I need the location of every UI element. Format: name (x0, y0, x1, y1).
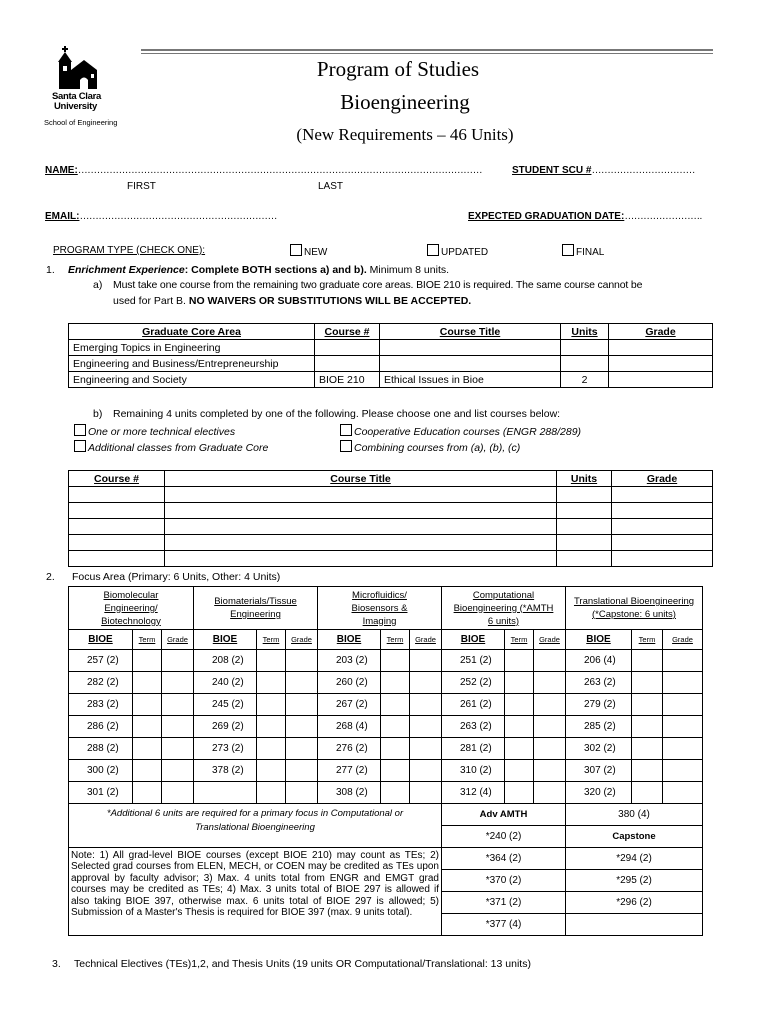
focus-grade-cell[interactable] (162, 694, 194, 716)
program-type-new[interactable] (290, 244, 327, 258)
core-units-cell[interactable]: 2 (561, 372, 609, 388)
focus-course: *295 (2) (566, 870, 703, 892)
section2-title: Focus Area (Primary: 6 Units, Other: 4 Units) (72, 571, 281, 583)
focus-term-cell[interactable] (505, 760, 534, 782)
b-course-cell[interactable] (69, 487, 165, 503)
focus-grade-cell[interactable] (410, 694, 442, 716)
core-course-cell[interactable] (315, 356, 380, 372)
col-term: Term (632, 630, 663, 650)
focus-grade-cell[interactable] (286, 782, 318, 804)
focus-course: 302 (2) (566, 738, 632, 760)
col-bioe: BIOE (318, 630, 381, 650)
focus-term-cell[interactable] (632, 694, 663, 716)
focus-course: 276 (2) (318, 738, 381, 760)
focus-term-cell[interactable] (632, 672, 663, 694)
university-name-line2: University (54, 101, 97, 112)
university-name-line1: Santa Clara (52, 91, 101, 102)
table-row (69, 782, 703, 804)
graduate-core-table (68, 323, 713, 388)
focus-grade-cell[interactable] (286, 650, 318, 672)
email-label: EMAIL: (45, 211, 80, 222)
focus-course: *296 (2) (566, 892, 703, 914)
adv-amth-label: Adv AMTH (442, 804, 566, 826)
new-label: NEW (304, 247, 328, 258)
section1-heading (68, 264, 449, 276)
program-type-updated[interactable] (427, 244, 488, 258)
focus-grade-cell[interactable] (534, 782, 566, 804)
focus-term-cell[interactable] (133, 694, 162, 716)
focus-course: 251 (2) (442, 650, 505, 672)
table-row (69, 716, 703, 738)
focus-course (194, 782, 257, 804)
core-grade-cell[interactable] (609, 372, 713, 388)
col-bioe: BIOE (566, 630, 632, 650)
focus-grade-cell[interactable] (162, 672, 194, 694)
part-a-warning: NO WAIVERS OR SUBSTITUTIONS WILL BE ACCEPTED. (188, 295, 472, 307)
b-title-cell[interactable] (165, 551, 557, 567)
focus-term-cell[interactable] (133, 760, 162, 782)
focus-term-cell[interactable] (505, 694, 534, 716)
focus-area-biomolecular: Biomolecular Engineering/ Biotechnology (69, 587, 194, 630)
focus-term-cell[interactable] (257, 650, 286, 672)
focus-grade-cell[interactable] (534, 672, 566, 694)
focus-grade-cell[interactable] (286, 760, 318, 782)
core-course-cell[interactable]: BIOE 210 (315, 372, 380, 388)
focus-course: 263 (2) (442, 716, 505, 738)
option1-label: One or more technical electives (88, 426, 236, 438)
col-bioe: BIOE (69, 630, 133, 650)
focus-course: 281 (2) (442, 738, 505, 760)
b-grade-cell[interactable] (612, 487, 713, 503)
focus-course: 252 (2) (442, 672, 505, 694)
focus-grade-cell[interactable] (534, 738, 566, 760)
focus-area-microfluidics: Microfluidics/ Biosensors & Imaging (318, 587, 442, 630)
focus-grade-cell[interactable] (162, 782, 194, 804)
student-id-label: STUDENT SCU # (512, 165, 592, 176)
core-header-title: Course Title (380, 324, 561, 340)
part-b-text: Remaining 4 units completed by one of the following. Please choose one and list courses below: (113, 408, 561, 420)
school-name: School of Engineering (44, 118, 118, 127)
focus-grade-cell[interactable] (663, 650, 703, 672)
focus-term-cell[interactable] (381, 738, 410, 760)
b-grade-cell[interactable] (612, 551, 713, 567)
col-term: Term (257, 630, 286, 650)
focus-course: 283 (2) (69, 694, 133, 716)
table-row (69, 372, 713, 388)
checkbox-option1[interactable] (74, 424, 86, 436)
first-name-caption: FIRST (127, 181, 156, 192)
b-grade-cell[interactable] (612, 535, 713, 551)
focus-term-cell[interactable] (632, 738, 663, 760)
student-id-row (512, 165, 695, 176)
table-row (69, 738, 703, 760)
updated-label: UPDATED (441, 247, 489, 258)
focus-term-cell[interactable] (257, 738, 286, 760)
focus-term-cell[interactable] (505, 738, 534, 760)
focus-course: 240 (2) (194, 672, 257, 694)
focus-term-cell[interactable] (257, 672, 286, 694)
focus-course: 267 (2) (318, 694, 381, 716)
core-header-grade: Grade (609, 324, 713, 340)
focus-course: *371 (2) (442, 892, 566, 914)
col-term: Term (133, 630, 162, 650)
focus-grade-cell[interactable] (663, 738, 703, 760)
focus-grade-cell[interactable] (162, 760, 194, 782)
part-b-label: b) (93, 408, 103, 420)
focus-grade-cell[interactable] (410, 760, 442, 782)
requirements-heading: (New Requirements – 46 Units) (296, 125, 514, 144)
b-header-course: Course # (69, 471, 165, 487)
part-a-label: a) (93, 279, 103, 291)
table-row (69, 535, 713, 551)
col-bioe: BIOE (442, 630, 505, 650)
capstone-label: Capstone (566, 826, 703, 848)
focus-term-cell[interactable] (381, 694, 410, 716)
additional-units-note: *Additional 6 units are required for a primary focus in Computational or Translational Bioengineering (69, 804, 442, 848)
focus-term-cell[interactable] (133, 716, 162, 738)
focus-grade-cell[interactable] (410, 650, 442, 672)
section1-title: Enrichment Experience (68, 264, 185, 276)
focus-grade-cell[interactable] (663, 694, 703, 716)
focus-course: 282 (2) (69, 672, 133, 694)
b-title-cell[interactable] (165, 535, 557, 551)
focus-course: 286 (2) (69, 716, 133, 738)
focus-grade-cell[interactable] (534, 760, 566, 782)
focus-course: *377 (4) (442, 914, 566, 936)
option-coop-education[interactable] (340, 424, 581, 438)
table-row (69, 672, 703, 694)
option-additional-core[interactable] (74, 440, 268, 454)
table-row (69, 519, 713, 535)
core-units-cell[interactable] (561, 356, 609, 372)
core-header-units: Units (561, 324, 609, 340)
focus-term-cell[interactable] (381, 650, 410, 672)
part-a-text2 (113, 295, 471, 307)
section2-number: 2. (46, 571, 55, 583)
program-type-final[interactable] (562, 244, 604, 258)
col-term: Term (505, 630, 534, 650)
focus-course: *294 (2) (566, 848, 703, 870)
b-header-title: Course Title (165, 471, 557, 487)
focus-grade-cell[interactable] (286, 694, 318, 716)
focus-grade-cell[interactable] (162, 716, 194, 738)
focus-term-cell[interactable] (257, 694, 286, 716)
checkbox-final[interactable] (562, 244, 574, 256)
checkbox-option3[interactable] (74, 440, 86, 452)
focus-course: 310 (2) (442, 760, 505, 782)
page-title: Program of Studies (316, 57, 480, 81)
focus-course: 245 (2) (194, 694, 257, 716)
col-grade: Grade (162, 630, 194, 650)
part-b-course-table (68, 470, 713, 567)
focus-course: 268 (4) (318, 716, 381, 738)
focus-term-cell[interactable] (505, 650, 534, 672)
checkbox-updated[interactable] (427, 244, 439, 256)
te-notes: Note: 1) All grad-level BIOE courses (except BIOE 210) may count as TEs; 2) Selected grad courses from ELEN, MECH, or COEN may be credited as TEs upon approval by faculty advisor; 3) Max. 4 units total from ENGR and EMGT grad courses may be credited as TEs; 4) Max. 3 units total of BIOE 297 is allowed if also taking BIOE 397, otherwise max. 6 units total of BIOE 297 is allowed; 5) Submission of a Master's Thesis is required for BIOE 397 (max. 9 units total). (69, 848, 442, 936)
b-header-grade: Grade (612, 471, 713, 487)
b-header-units: Units (557, 471, 612, 487)
focus-term-cell[interactable] (381, 672, 410, 694)
core-grade-cell[interactable] (609, 356, 713, 372)
focus-course (566, 914, 703, 936)
table-row (69, 340, 713, 356)
name-row (45, 165, 482, 176)
focus-course: *370 (2) (442, 870, 566, 892)
option-combining[interactable] (340, 440, 520, 454)
section1-number: 1. (46, 264, 55, 276)
focus-area-biomaterials: Biomaterials/Tissue Engineering (194, 587, 318, 630)
focus-course: 257 (2) (69, 650, 133, 672)
final-label: FINAL (576, 247, 605, 258)
focus-course: 269 (2) (194, 716, 257, 738)
email-row (45, 211, 277, 222)
focus-term-cell[interactable] (381, 716, 410, 738)
focus-grade-cell[interactable] (162, 650, 194, 672)
focus-grade-cell[interactable] (534, 716, 566, 738)
section3-number: 3. (52, 958, 61, 970)
core-header-area: Graduate Core Area (69, 324, 315, 340)
focus-term-cell[interactable] (133, 672, 162, 694)
focus-course: 273 (2) (194, 738, 257, 760)
section3-title: Technical Electives (TEs)1,2, and Thesis Units (19 units OR Computational/Translational: 13 units) (74, 958, 531, 970)
focus-term-cell[interactable] (381, 760, 410, 782)
focus-course: 380 (4) (566, 804, 703, 826)
focus-course: 307 (2) (566, 760, 632, 782)
table-row (69, 650, 703, 672)
focus-course: 320 (2) (566, 782, 632, 804)
b-title-cell[interactable] (165, 519, 557, 535)
grad-date-label: EXPECTED GRADUATION DATE: (468, 211, 625, 222)
option3-label: Additional classes from Graduate Core (88, 442, 269, 454)
focus-area-table (68, 586, 703, 936)
focus-term-cell[interactable] (632, 650, 663, 672)
focus-grade-cell[interactable] (534, 694, 566, 716)
focus-grade-cell[interactable] (286, 738, 318, 760)
focus-term-cell[interactable] (133, 650, 162, 672)
core-area: Engineering and Society (69, 372, 315, 388)
focus-term-cell[interactable] (257, 716, 286, 738)
core-title-cell[interactable] (380, 340, 561, 356)
b-grade-cell[interactable] (612, 503, 713, 519)
table-row (69, 694, 703, 716)
header-rule-bottom (141, 53, 713, 54)
focus-course: 208 (2) (194, 650, 257, 672)
last-name-caption: LAST (318, 181, 344, 192)
email-field[interactable]: ……………………………………………………… (79, 211, 277, 222)
option-technical-electives[interactable] (74, 424, 235, 438)
table-row (69, 760, 703, 782)
focus-course: 206 (4) (566, 650, 632, 672)
focus-term-cell[interactable] (505, 782, 534, 804)
b-units-cell[interactable] (557, 503, 612, 519)
focus-grade-cell[interactable] (410, 716, 442, 738)
core-title-cell[interactable] (380, 356, 561, 372)
col-grade: Grade (410, 630, 442, 650)
b-course-cell[interactable] (69, 503, 165, 519)
header-rule-top (141, 49, 713, 51)
focus-grade-cell[interactable] (410, 672, 442, 694)
focus-course: *364 (2) (442, 848, 566, 870)
focus-area-computational: Computational Bioengineering (*AMTH 6 units) (442, 587, 566, 630)
focus-course: 203 (2) (318, 650, 381, 672)
part-a-text2-plain: used for Part B. (113, 295, 189, 307)
focus-course: 288 (2) (69, 738, 133, 760)
focus-course: 261 (2) (442, 694, 505, 716)
focus-course: 300 (2) (69, 760, 133, 782)
focus-term-cell[interactable] (632, 760, 663, 782)
focus-area-translational: Translational Bioengineering (*Capstone: 6 units) (566, 587, 703, 630)
focus-grade-cell[interactable] (410, 738, 442, 760)
grad-date-row (468, 211, 702, 222)
page-subtitle: Bioengineering (340, 90, 470, 114)
core-header-course: Course # (315, 324, 380, 340)
focus-grade-cell[interactable] (663, 716, 703, 738)
focus-term-cell[interactable] (133, 738, 162, 760)
focus-term-cell[interactable] (381, 782, 410, 804)
core-area: Emerging Topics in Engineering (69, 340, 315, 356)
focus-grade-cell[interactable] (663, 782, 703, 804)
checkbox-option4[interactable] (340, 440, 352, 452)
core-title-cell[interactable]: Ethical Issues in Bioe (380, 372, 561, 388)
col-bioe: BIOE (194, 630, 257, 650)
focus-term-cell[interactable] (505, 716, 534, 738)
b-units-cell[interactable] (557, 519, 612, 535)
focus-course: 301 (2) (69, 782, 133, 804)
student-id-field[interactable]: …………………………… (591, 165, 695, 176)
option4-label: Combining courses from (a), (b), (c) (354, 442, 521, 454)
focus-course: 285 (2) (566, 716, 632, 738)
col-grade: Grade (663, 630, 703, 650)
option2-label: Cooperative Education courses (ENGR 288/289) (354, 426, 582, 438)
focus-term-cell[interactable] (632, 716, 663, 738)
focus-grade-cell[interactable] (663, 672, 703, 694)
part-a-text1: Must take one course from the remaining two graduate core areas. BIOE 210 is required. The same course cannot be (113, 279, 643, 291)
col-grade: Grade (286, 630, 318, 650)
core-area: Engineering and Business/Entrepreneurship (69, 356, 315, 372)
core-grade-cell[interactable] (609, 340, 713, 356)
table-row (69, 503, 713, 519)
b-course-cell[interactable] (69, 551, 165, 567)
core-units-cell[interactable] (561, 340, 609, 356)
b-units-cell[interactable] (557, 535, 612, 551)
checkbox-new[interactable] (290, 244, 302, 256)
b-units-cell[interactable] (557, 551, 612, 567)
focus-term-cell[interactable] (632, 782, 663, 804)
focus-grade-cell[interactable] (286, 672, 318, 694)
focus-course: 378 (2) (194, 760, 257, 782)
section1-min: Minimum 8 units. (366, 264, 450, 276)
b-title-cell[interactable] (165, 487, 557, 503)
table-row (69, 356, 713, 372)
focus-grade-cell[interactable] (162, 738, 194, 760)
grad-date-field[interactable]: ……………………. (624, 211, 702, 222)
b-title-cell[interactable] (165, 503, 557, 519)
focus-grade-cell[interactable] (663, 760, 703, 782)
checkbox-option2[interactable] (340, 424, 352, 436)
focus-grade-cell[interactable] (410, 782, 442, 804)
name-field[interactable]: ………………………………………………………………………………………………………………… (77, 165, 482, 176)
b-course-cell[interactable] (69, 519, 165, 535)
focus-course: 277 (2) (318, 760, 381, 782)
focus-grade-cell[interactable] (534, 650, 566, 672)
focus-term-cell[interactable] (257, 782, 286, 804)
b-grade-cell[interactable] (612, 519, 713, 535)
focus-term-cell[interactable] (257, 760, 286, 782)
program-type-label: PROGRAM TYPE (CHECK ONE): (53, 245, 206, 256)
focus-course: 263 (2) (566, 672, 632, 694)
focus-term-cell[interactable] (505, 672, 534, 694)
focus-course: 312 (4) (442, 782, 505, 804)
table-row (69, 551, 713, 567)
name-label: NAME: (45, 165, 78, 176)
table-row (69, 487, 713, 503)
focus-course: 308 (2) (318, 782, 381, 804)
focus-course: *240 (2) (442, 826, 566, 848)
focus-grade-cell[interactable] (286, 716, 318, 738)
b-course-cell[interactable] (69, 535, 165, 551)
focus-course: 260 (2) (318, 672, 381, 694)
core-course-cell[interactable] (315, 340, 380, 356)
section1-title-rest: : Complete BOTH sections a) and b). (184, 264, 367, 276)
col-grade: Grade (534, 630, 566, 650)
focus-course: 279 (2) (566, 694, 632, 716)
col-term: Term (381, 630, 410, 650)
focus-term-cell[interactable] (133, 782, 162, 804)
b-units-cell[interactable] (557, 487, 612, 503)
